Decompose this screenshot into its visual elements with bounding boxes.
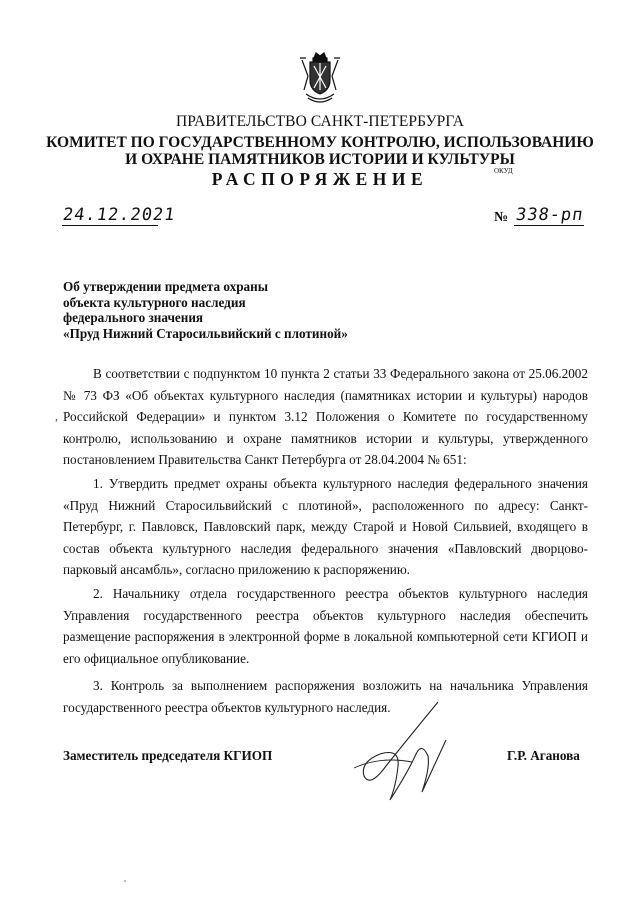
document-number: 338-рп <box>514 205 585 225</box>
signature-icon <box>350 696 460 806</box>
item-3-text: 3. Контроль за выполнением распоряжения возложить на начальника Управления государственного реестра объектов культурного наследия. <box>63 678 588 715</box>
item-2-paragraph <box>63 583 588 669</box>
subject-line: объекта культурного наследия <box>63 294 246 310</box>
margin-mark: , <box>55 409 58 423</box>
item-1-paragraph <box>63 473 588 581</box>
subject-line: «Пруд Нижний Старосильвийский с плотиной» <box>63 325 348 341</box>
committee-title-line2: И ОХРАНЕ ПАМЯТНИКОВ ИСТОРИИ И КУЛЬТУРЫ <box>125 151 515 168</box>
document-subject <box>63 279 348 341</box>
document-type: РАСПОРЯЖЕНИЕ <box>211 169 429 189</box>
subject-line: Об утверждении предмета охраны <box>63 279 269 294</box>
government-title: ПРАВИТЕЛЬСТВО САНКТ-ПЕТЕРБУРГА <box>175 113 465 130</box>
item-3-paragraph <box>63 675 588 718</box>
preamble-paragraph <box>63 363 588 471</box>
document-date: 24.12.2021 <box>61 205 177 225</box>
item-1-text: 1. Утвердить предмет охраны объекта культурного наследия федерального значения «Пруд Нижний Старосильвийский с плотиной», расположенного по адресу: Санкт-Петербург, г. Павловск, Павловский парк, между Старой и Новой Сильвией, входящего в состав объекта культурного наследия федерального значения «Павловский дворцово-парковый ансамбль», согласно приложению к распоряжению. <box>63 476 588 577</box>
signer-title: Заместитель председателя КГИОП <box>63 748 273 763</box>
item-2-text: 2. Начальнику отдела государственного реестра объектов культурного наследия Управления государственного реестра объектов культурного наследия обеспечить размещение распоряжения в электронной форме в локальной компьютерной сети КГИОП и его официальное опубликование. <box>63 586 588 666</box>
subject-line: федерального значения <box>63 310 204 326</box>
scan-speck <box>124 880 126 882</box>
preamble-text: В соответствии с подпунктом 10 пункта 2 статьи 33 Федерального закона от 25.06.2002 № 73 ФЗ «Об объектах культурного наследия (памятниках истории и культуры) народов Российской Федерации» и пунктом 3.12 Положения о Комитете по государственному контролю, использованию и охране памятников истории и культуры, утвержденного постановлением Правительства Санкт Петербурга от 28.04.2004 № 651: <box>63 366 588 467</box>
date-underline <box>62 225 158 226</box>
number-underline <box>514 225 584 226</box>
okud-label: ОКУД <box>494 167 513 175</box>
committee-title-line1: КОМИТЕТ ПО ГОСУДАРСТВЕННОМУ КОНТРОЛЮ, ИСПОЛЬЗОВАНИЮ <box>46 134 594 151</box>
number-label: № <box>494 210 509 225</box>
coat-of-arms-icon <box>296 50 344 106</box>
signer-name: Г.Р. Аганова <box>507 748 580 763</box>
